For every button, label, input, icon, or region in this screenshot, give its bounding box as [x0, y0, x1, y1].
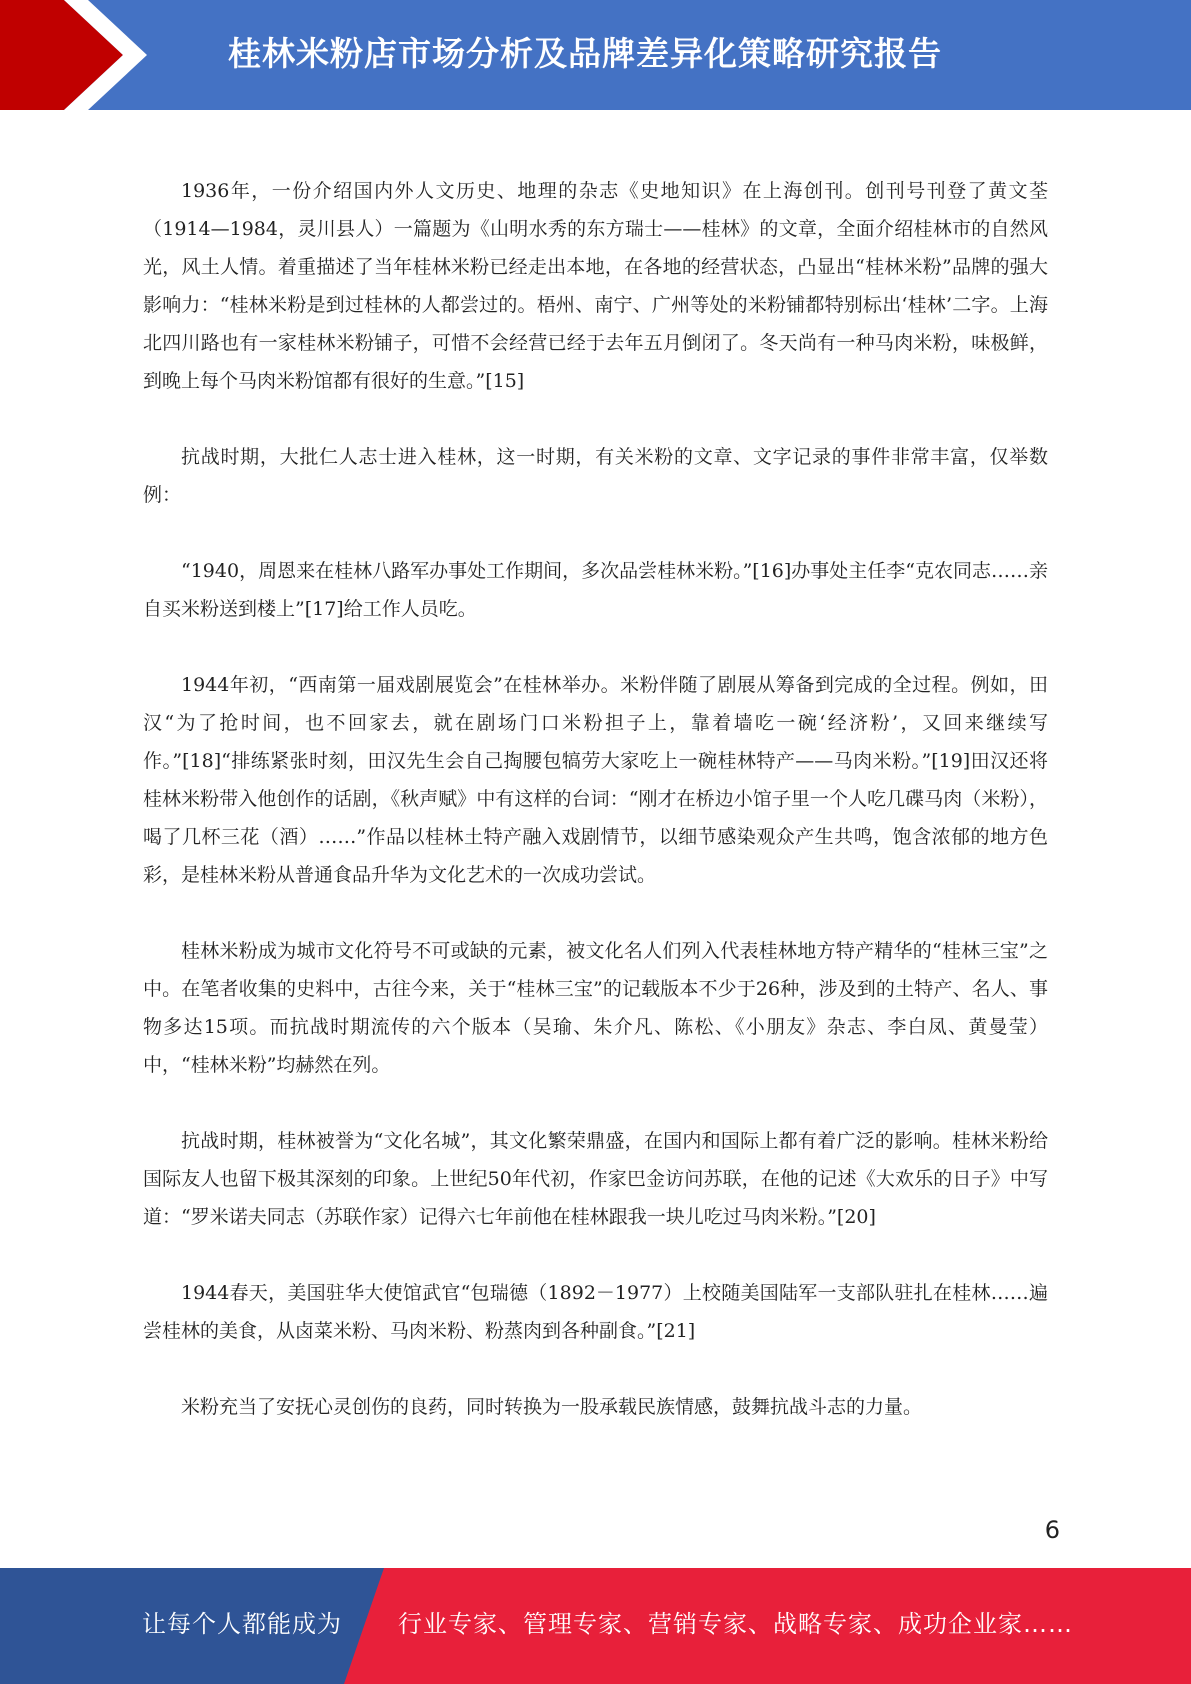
paragraph: 抗战时期，大批仁人志士进入桂林，这一时期，有关米粉的文章、文字记录的事件非常丰富，仅举数例：: [143, 446, 1048, 506]
paragraph: 米粉充当了安抚心灵创伤的良药，同时转换为一股承载民族情感，鼓舞抗战斗志的力量。: [181, 1396, 923, 1418]
paragraph: 抗战时期，桂林被誉为“文化名城”，其文化繁荣鼎盛，在国内和国际上都有着广泛的影响。桂林米粉给国际友人也留下极其深刻的印象。上世纪50年代初，作家巴金访问苏联，在他的记述《大欢乐的日子》中写道：“罗米诺夫同志（苏联作家）记得六七年前他在桂林跟我一块儿吃过马肉米粉。”[20]: [143, 1130, 1048, 1228]
footer-slogan-left: 让每个人都能成为: [142, 1610, 342, 1638]
footer-slogan-right: 行业专家、管理专家、营销专家、战略专家、成功企业家……: [398, 1610, 1073, 1638]
paragraph: 1944春天，美国驻华大使馆武官“包瑞德（1892－1977）上校随美国陆军一支部队驻扎在桂林……遍尝桂林的美食，从卤菜米粉、马肉米粉、粉蒸肉到各种副食。”[21]: [143, 1282, 1048, 1342]
page-footer: [0, 1568, 1191, 1684]
page-header: [0, 0, 1191, 110]
page-number: 6: [1044, 1516, 1060, 1544]
document-title: 桂林米粉店市场分析及品牌差异化策略研究报告: [228, 34, 942, 73]
paragraph: 桂林米粉成为城市文化符号不可或缺的元素，被文化名人们列入代表桂林地方特产精华的“桂林三宝”之中。在笔者收集的史料中，古往今来，关于“桂林三宝”的记载版本不少于26种，涉及到的土特产、名人、事物多达15项。而抗战时期流传的六个版本（吴瑜、朱介凡、陈松、《小朋友》杂志、李白凤、黄曼莹）中，“桂林米粉”均赫然在列。: [143, 940, 1048, 1076]
paragraph: 1936年，一份介绍国内外人文历史、地理的杂志《史地知识》在上海创刊。创刊号刊登了黄文荃（1914—1984，灵川县人）一篇题为《山明水秀的东方瑞士——桂林》的文章，全面介绍桂林市的自然风光，风土人情。着重描述了当年桂林米粉已经走出本地，在各地的经营状态，凸显出“桂林米粉”品牌的强大影响力：“桂林米粉是到过桂林的人都尝过的。梧州、南宁、广州等处的米粉铺都特别标出‘桂林’二字。上海北四川路也有一家桂林米粉铺子，可惜不会经营已经于去年五月倒闭了。冬天尚有一种马肉米粉，味极鲜，到晚上每个马肉米粉馆都有很好的生意。”[15]: [143, 180, 1048, 392]
header-chevron-decoration: [0, 0, 160, 110]
paragraph: “1940，周恩来在桂林八路军办事处工作期间，多次品尝桂林米粉。”[16]办事处主任李“克农同志……亲自买米粉送到楼上”[17]给工作人员吃。: [143, 560, 1048, 620]
report-body: [143, 172, 1048, 1464]
paragraph: 1944年初，“西南第一届戏剧展览会”在桂林举办。米粉伴随了剧展从筹备到完成的全过程。例如，田汉“为了抢时间，也不回家去，就在剧场门口米粉担子上，靠着墙吃一碗‘经济粉’，又回来继续写作。”[18]“排练紧张时刻，田汉先生会自己掏腰包犒劳大家吃上一碗桂林特产——马肉米粉。”[19]田汉还将桂林米粉带入他创作的话剧，《秋声赋》中有这样的台词：“刚才在桥边小馆子里一个人吃几碟马肉（米粉），喝了几杯三花（酒）……”作品以桂林土特产融入戏剧情节，以细节感染观众产生共鸣，饱含浓郁的地方色彩，是桂林米粉从普通食品升华为文化艺术的一次成功尝试。: [143, 674, 1048, 886]
